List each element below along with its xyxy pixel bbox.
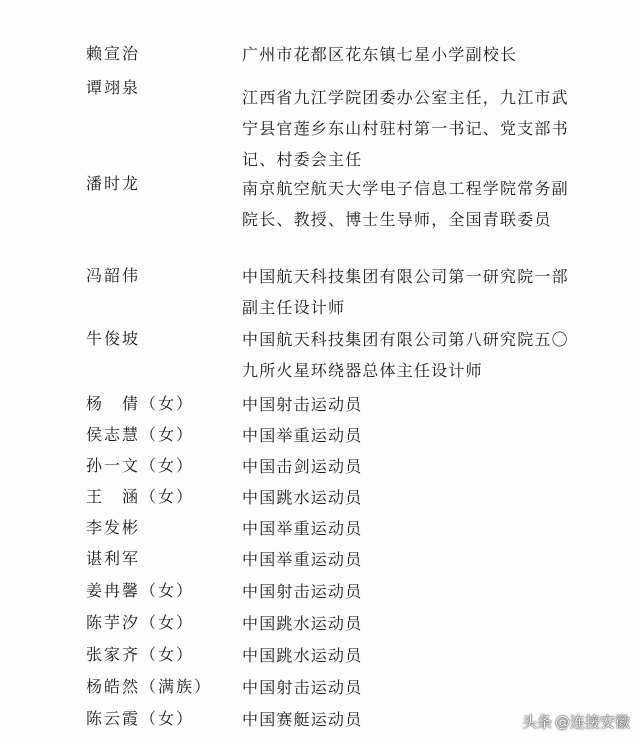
entry-name: 牛俊坡 xyxy=(86,329,141,348)
entry-title-line: 院长、教授、博士生导师，全国青联委员 xyxy=(242,210,552,229)
entry-name: 冯韶伟 xyxy=(86,266,141,285)
entry-name: 杨 倩（女） xyxy=(86,394,195,413)
entry-title xyxy=(242,82,582,175)
entry-name: 孙一文（女） xyxy=(86,456,195,475)
watermark-handle: @连接安徽 xyxy=(554,713,630,731)
entry-title xyxy=(242,640,582,671)
entry-title xyxy=(242,672,582,703)
entry-title-line: 中国射击运动员 xyxy=(242,678,363,697)
entry-title xyxy=(242,173,582,235)
entry-title-line: 广州市花都区花东镇七星小学副校长 xyxy=(242,45,518,64)
entry-name: 陈芋汐（女） xyxy=(86,613,195,632)
watermark xyxy=(522,711,630,732)
entry-name: 杨皓然（满族） xyxy=(86,677,213,696)
entry-title xyxy=(242,482,582,513)
entry-title-line: 记、村委会主任 xyxy=(242,150,363,169)
entry-title xyxy=(242,420,582,451)
entry-title xyxy=(242,544,582,575)
entry-title xyxy=(242,576,582,607)
watermark-prefix: 头条 xyxy=(521,713,552,731)
entry-name: 谌利军 xyxy=(86,549,141,568)
entry-name: 王 涵（女） xyxy=(86,487,195,506)
entry-name: 陈云霞（女） xyxy=(86,709,195,728)
entry-title-line: 南京航空航天大学电子信息工程学院常务副 xyxy=(242,179,569,198)
entry-title xyxy=(242,261,582,323)
entry-title-line: 中国跳水运动员 xyxy=(242,614,363,633)
entry-title-line: 中国航天科技集团有限公司第八研究院五〇 xyxy=(242,330,569,349)
entry-title xyxy=(242,451,582,482)
entry-title-line: 中国举重运动员 xyxy=(242,426,363,445)
entry-name: 谭翊泉 xyxy=(86,78,141,97)
entry-name: 赖宣治 xyxy=(86,44,141,63)
entry-name: 张家齐（女） xyxy=(86,645,195,664)
entry-title-line: 副主任设计师 xyxy=(242,298,346,317)
entry-title-line: 中国举重运动员 xyxy=(242,550,363,569)
entry-title-line: 江西省九江学院团委办公室主任，九江市武 xyxy=(242,88,569,107)
entry-title-line: 中国击剑运动员 xyxy=(242,457,363,476)
entry-title-line: 中国航天科技集团有限公司第一研究院一部 xyxy=(242,267,569,286)
entry-title-line: 中国射击运动员 xyxy=(242,395,363,414)
entry-title xyxy=(242,389,582,420)
entry-name: 潘时龙 xyxy=(86,174,141,193)
entry-title-line: 中国跳水运动员 xyxy=(242,488,363,507)
entry-name: 李发彬 xyxy=(86,518,141,537)
entry-name: 侯志慧（女） xyxy=(86,425,195,444)
entry-title xyxy=(242,39,582,70)
entry-title xyxy=(242,608,582,639)
entry-title-line: 中国射击运动员 xyxy=(242,582,363,601)
entry-title-line: 九所火星环绕器总体主任设计师 xyxy=(242,361,483,380)
entry-title-line: 中国赛艇运动员 xyxy=(242,710,363,729)
entry-title-line: 中国举重运动员 xyxy=(242,519,363,538)
entry-name: 姜冉馨（女） xyxy=(86,581,195,600)
entry-title xyxy=(242,324,582,386)
entry-title xyxy=(242,513,582,544)
entry-title-line: 宁县官莲乡东山村驻村第一书记、党支部书 xyxy=(242,119,569,138)
entry-title-line: 中国跳水运动员 xyxy=(242,646,363,665)
